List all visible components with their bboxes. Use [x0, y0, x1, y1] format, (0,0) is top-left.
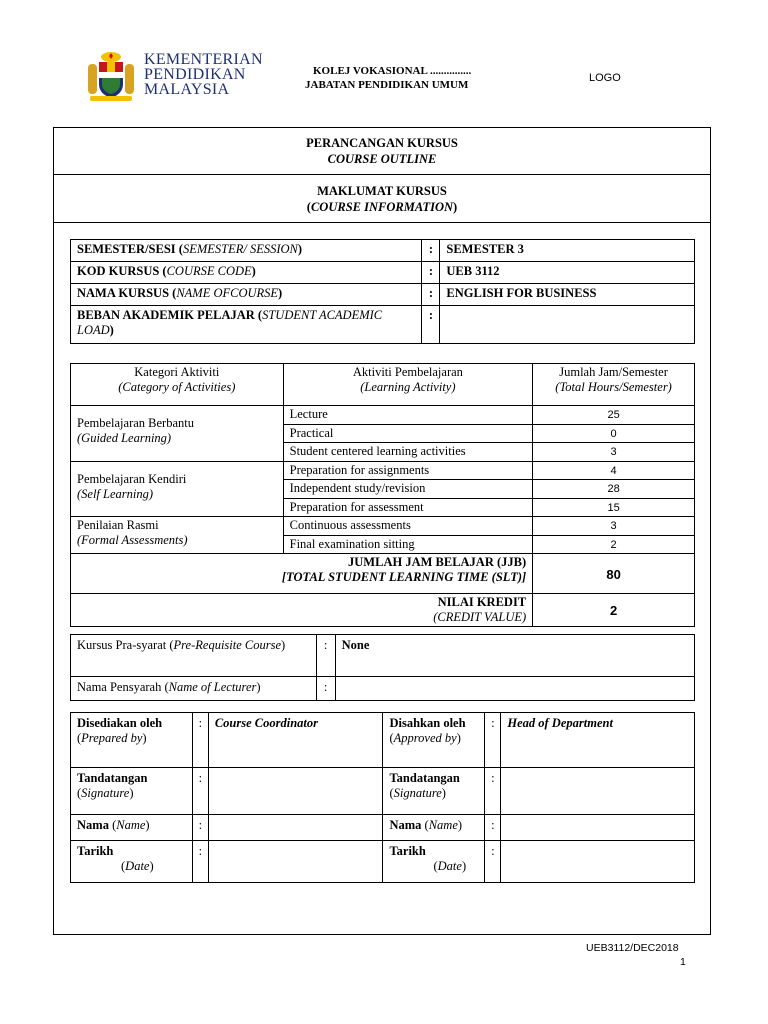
- ministry-line-3: MALAYSIA: [144, 81, 230, 98]
- colon: :: [316, 635, 335, 677]
- table-row: [71, 517, 695, 536]
- prerequisite-label: Kursus Pra-syarat (Pre-Requisite Course): [71, 635, 317, 677]
- prepared-by-label: Disediakan oleh (Prepared by): [71, 713, 193, 768]
- college-name: KOLEJ VOKASIONAL ...............: [313, 65, 472, 77]
- table-row: [71, 284, 695, 306]
- approved-by-value: Head of Department: [501, 713, 695, 768]
- academic-load-value[interactable]: [440, 306, 695, 344]
- table-row: [71, 461, 695, 480]
- credit-row: [71, 594, 695, 627]
- table-row: [71, 713, 695, 768]
- table-row: [71, 677, 695, 701]
- signature-label: Tandatangan (Signature): [71, 768, 193, 815]
- approved-signature-field[interactable]: [501, 768, 695, 815]
- category-guided-learning: Pembelajaran Berbantu (Guided Learning): [71, 406, 284, 462]
- activity-cell: Continuous assessments: [283, 517, 533, 536]
- table-row: [71, 635, 695, 677]
- activity-cell: Final examination sitting: [283, 535, 533, 554]
- title-main-en: COURSE OUTLINE: [327, 152, 437, 166]
- table-row: [71, 406, 695, 425]
- course-name-value: ENGLISH FOR BUSINESS: [440, 284, 695, 306]
- colon: :: [485, 815, 501, 841]
- info-title-en: COURSE INFORMATION: [310, 200, 454, 214]
- table-row: [71, 306, 695, 344]
- hours-cell: 3: [533, 517, 695, 536]
- colon: :: [422, 284, 440, 306]
- hours-cell: 25: [533, 406, 695, 425]
- activity-cell: Practical: [283, 424, 533, 443]
- activity-cell: Lecture: [283, 406, 533, 425]
- activity-cell: Preparation for assignments: [283, 461, 533, 480]
- total-learning-time-label: JUMLAH JAM BELAJAR (JJB) [TOTAL STUDENT LEARNING TIME (SLT)]: [71, 554, 533, 594]
- name-label: Nama (Name): [383, 815, 485, 841]
- info-title-en-wrap: (COURSE INFORMATION): [306, 200, 458, 214]
- course-code-value: UEB 3112: [440, 262, 695, 284]
- hours-cell: 3: [533, 443, 695, 462]
- activity-cell: Student centered learning activities: [283, 443, 533, 462]
- prepared-date-field[interactable]: [208, 841, 383, 883]
- category-formal-assessments: Penilaian Rasmi (Formal Assessments): [71, 517, 284, 554]
- date-label: Tarikh (Date): [383, 841, 485, 883]
- prepared-signature-field[interactable]: [208, 768, 383, 815]
- course-code-label: KOD KURSUS (COURSE CODE): [71, 262, 422, 284]
- ministry-line-1: KEMENTERIAN: [144, 51, 263, 68]
- activity-cell: Preparation for assessment: [283, 498, 533, 517]
- academic-load-label: BEBAN AKADEMIK PELAJAR (STUDENT ACADEMIC LOAD): [71, 306, 422, 344]
- department-name: JABATAN PENDIDIKAN UMUM: [305, 79, 469, 91]
- prerequisite-table: [70, 634, 695, 701]
- ministry-line-2: PENDIDIKAN: [144, 66, 246, 83]
- course-info-table: [70, 239, 695, 344]
- coat-of-arms-icon: [82, 50, 140, 104]
- table-header-row: [71, 364, 695, 406]
- approved-date-field[interactable]: [501, 841, 695, 883]
- total-learning-time-value: 80: [533, 554, 695, 594]
- document-code: UEB3112/DEC2018: [586, 942, 679, 954]
- course-name-label: NAMA KURSUS (NAME OFCOURSE): [71, 284, 422, 306]
- hours-cell: 4: [533, 461, 695, 480]
- hours-cell: 28: [533, 480, 695, 499]
- prerequisite-value: None: [335, 635, 694, 677]
- header-activity: Aktiviti Pembelajaran (Learning Activity): [283, 364, 533, 406]
- date-label: Tarikh (Date): [71, 841, 193, 883]
- approved-name-field[interactable]: [501, 815, 695, 841]
- colon: :: [485, 768, 501, 815]
- signature-label: Tandatangan (Signature): [383, 768, 485, 815]
- hours-cell: 0: [533, 424, 695, 443]
- header-hours: Jumlah Jam/Semester (Total Hours/Semester): [533, 364, 695, 406]
- logo-placeholder: LOGO: [589, 72, 621, 84]
- course-information-title: [53, 175, 711, 223]
- semester-label: SEMESTER/SESI (SEMESTER/ SESSION): [71, 240, 422, 262]
- activity-cell: Independent study/revision: [283, 480, 533, 499]
- table-row: [71, 240, 695, 262]
- course-outline-title: [53, 127, 711, 175]
- name-label: Nama (Name): [71, 815, 193, 841]
- colon: :: [422, 262, 440, 284]
- colon: :: [192, 713, 208, 768]
- semester-value: SEMESTER 3: [440, 240, 695, 262]
- ministry-logo: [82, 50, 267, 108]
- colon: :: [192, 841, 208, 883]
- lecturer-label: Nama Pensyarah (Name of Lecturer): [71, 677, 317, 701]
- page-number: 1: [680, 956, 686, 968]
- prepared-by-value: Course Coordinator: [208, 713, 383, 768]
- colon: :: [485, 841, 501, 883]
- prepared-name-field[interactable]: [208, 815, 383, 841]
- category-self-learning: Pembelajaran Kendiri (Self Learning): [71, 461, 284, 517]
- approval-table: [70, 712, 695, 883]
- title-main: PERANCANGAN KURSUS: [306, 136, 458, 150]
- ministry-name: [144, 52, 263, 97]
- learning-activity-table: [70, 363, 695, 627]
- header-category: Kategori Aktiviti (Category of Activities): [71, 364, 284, 406]
- total-row: [71, 554, 695, 594]
- colon: :: [192, 815, 208, 841]
- hours-cell: 15: [533, 498, 695, 517]
- colon: :: [422, 306, 440, 344]
- table-row: [71, 768, 695, 815]
- table-row: [71, 841, 695, 883]
- credit-value: 2: [533, 594, 695, 627]
- colon: :: [316, 677, 335, 701]
- colon: :: [485, 713, 501, 768]
- info-title: MAKLUMAT KURSUS: [317, 184, 447, 198]
- credit-value-label: NILAI KREDIT (CREDIT VALUE): [71, 594, 533, 627]
- colon: :: [192, 768, 208, 815]
- table-row: [71, 262, 695, 284]
- hours-cell: 2: [533, 535, 695, 554]
- table-row: [71, 815, 695, 841]
- lecturer-value[interactable]: [335, 677, 694, 701]
- colon: :: [422, 240, 440, 262]
- approved-by-label: Disahkan oleh (Approved by): [383, 713, 485, 768]
